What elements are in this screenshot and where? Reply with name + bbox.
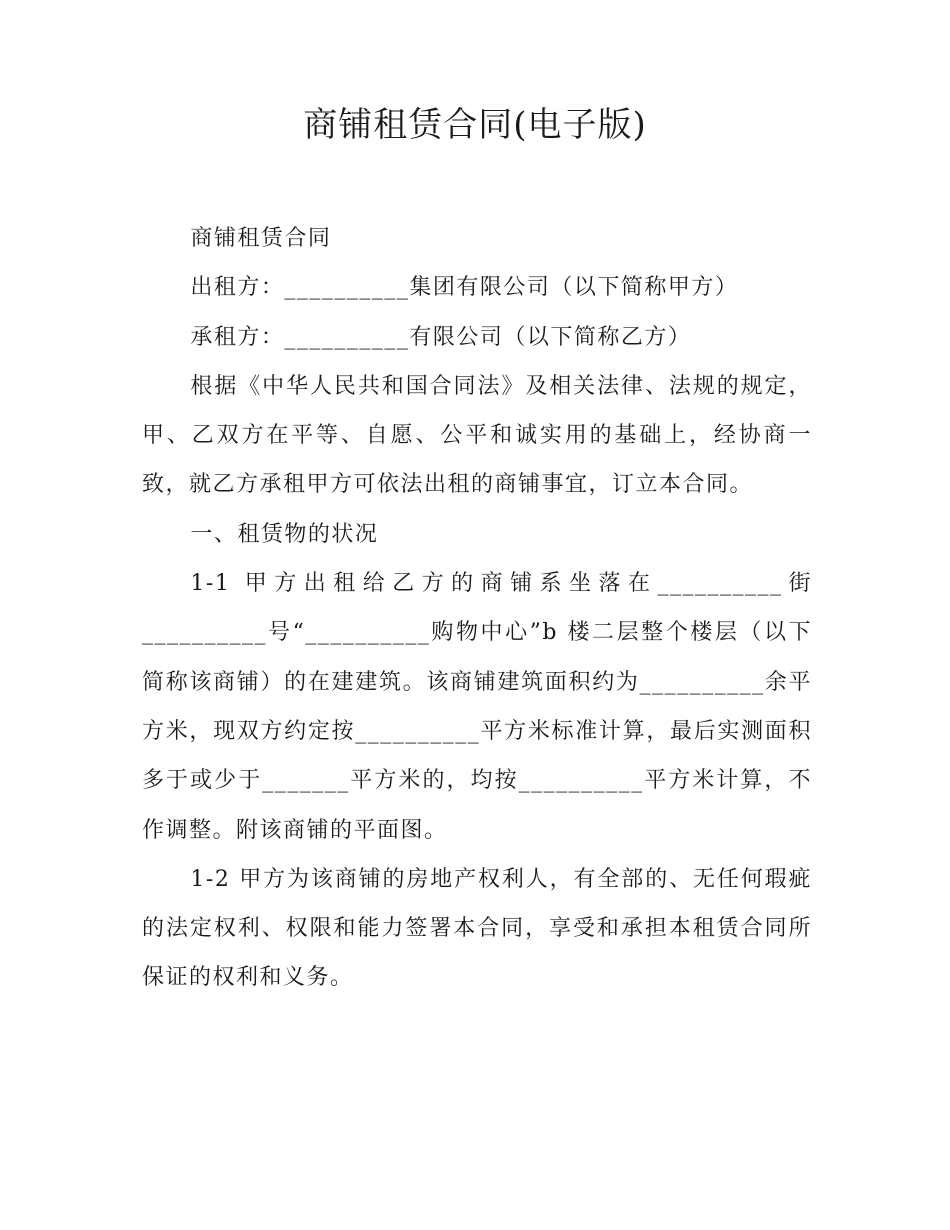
document-title: 商铺租赁合同(电子版) xyxy=(303,105,647,145)
lessee-line: 承租方：__________有限公司（以下简称乙方） xyxy=(190,324,692,350)
preamble-paragraph: 根据《中华人民共和国合同法》及相关法律、法规的规定，甲、乙双方在平等、自愿、公平和诚实用的基础上，经协商一致，就乙方承租甲方可依法出租的商铺事宜，订立本合同。 xyxy=(142,373,812,498)
lessor-line: 出租方：__________集团有限公司（以下简称甲方） xyxy=(190,275,739,301)
document-body xyxy=(142,214,812,1003)
clause-1-2: 1-2 甲方为该商铺的房地产权利人，有全部的、无任何瑕疵的法定权利、权限和能力签署本合同，享受和承担本租赁合同所保证的权利和义务。 xyxy=(142,866,812,991)
clause-1-1: 1-1 甲方出租给乙方的商铺系坐落在__________街__________号“__________购物中心”b 楼二层整个楼层（以下简称该商铺）的在建建筑。该商铺建筑面积约为__________余平方米，现双方约定按__________平方米标准计算，最后实测面积多于或少于_______平方米的，均按__________平方米计算，不作调整。附该商铺的平面图。 xyxy=(142,571,812,843)
contract-heading: 商铺租赁合同 xyxy=(190,226,332,251)
section-heading-1: 一、租赁物的状况 xyxy=(190,521,379,547)
